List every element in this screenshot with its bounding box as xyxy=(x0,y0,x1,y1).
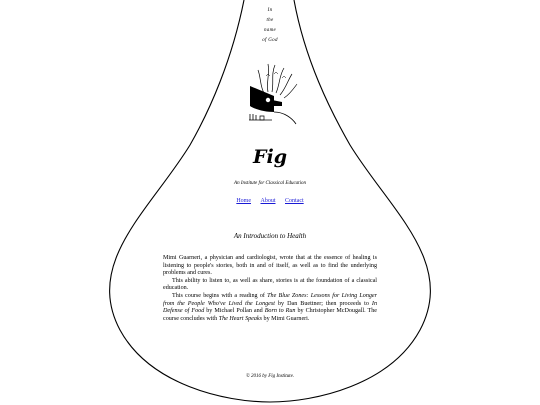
book-title-born-to-run: Born to Run xyxy=(264,308,296,315)
paragraph-3-text-3: by Michael Pollan and xyxy=(204,308,265,315)
site-tagline: An Institute for Classical Education xyxy=(234,181,306,186)
paragraph-2: This ability to listen to, as well as share, stories is at the foundation of a classical education. xyxy=(163,277,377,292)
book-title-in-defense-of-food: In Defense of Food xyxy=(163,300,377,315)
course-title: An Introduction to Health xyxy=(233,232,307,240)
nav-link-about[interactable]: About xyxy=(260,198,276,204)
nav-link-home[interactable]: Home xyxy=(236,198,251,204)
paragraph-3-text-2: by Dan Buettner; then proceeds to xyxy=(274,300,372,307)
main-nav xyxy=(0,198,540,204)
footer-copyright: © 2016 by Fig Institute. xyxy=(245,374,295,379)
paragraph-3-text-5: by Mimi Guarneri. xyxy=(262,315,310,322)
paragraph-1: Mimi Guarneri, a physician and cardiologist, wrote that at the essence of healing is listening to people's stories, both in and of itself, as well as to find the underlying problems and cures. xyxy=(163,255,377,277)
motto-line-4: of God xyxy=(262,38,278,43)
oil-lamp-logo-icon xyxy=(244,62,298,126)
motto-line-2: the xyxy=(266,18,274,23)
site-name: Fig xyxy=(253,146,287,168)
nav-link-contact[interactable]: Contact xyxy=(285,198,304,204)
separator-dot: . xyxy=(269,247,270,252)
course-description xyxy=(163,255,377,323)
paragraph-3-text-4: by Christopher McDougall. The course concludes with xyxy=(163,308,377,322)
motto-line-1: In xyxy=(267,8,273,13)
book-title-blue-zones: The Blue Zones: Lessons for Living Longer from the People Who've Lived the Longest xyxy=(163,292,377,307)
paragraph-3 xyxy=(163,293,377,323)
motto-line-3: name xyxy=(263,28,277,33)
paragraph-3-text-1: This course begins with a reading of xyxy=(172,292,268,299)
book-title-heart-speaks: The Heart Speaks xyxy=(218,315,263,322)
